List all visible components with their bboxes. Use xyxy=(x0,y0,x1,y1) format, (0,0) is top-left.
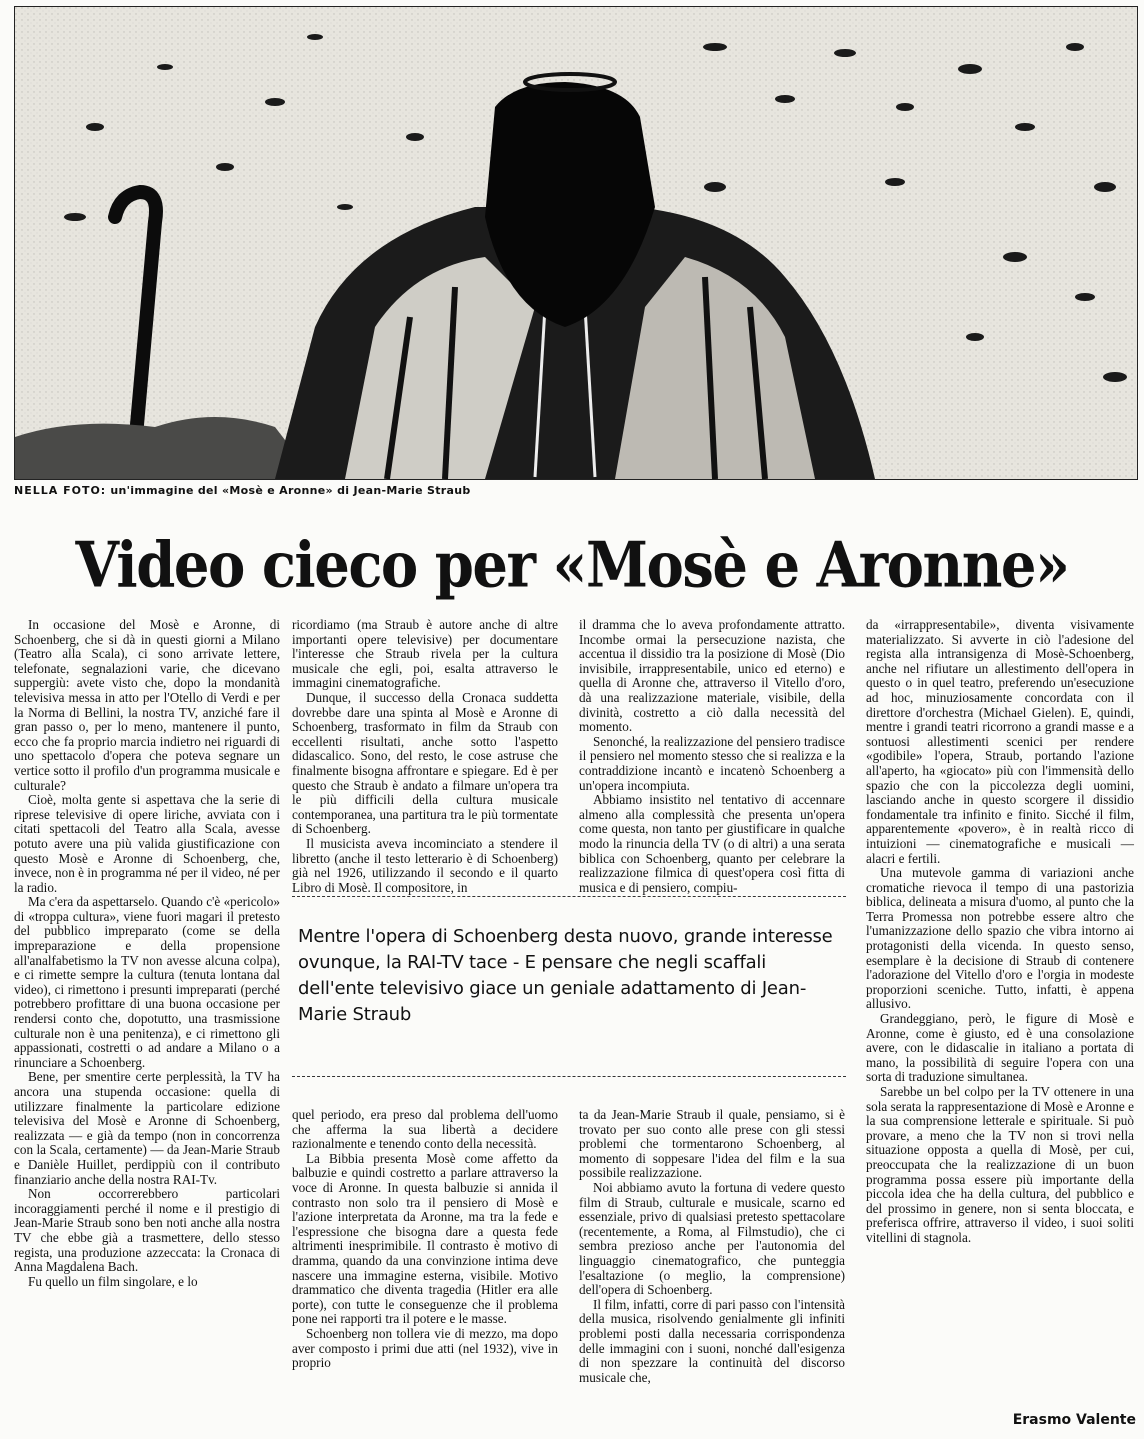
paragraph: quel periodo, era preso dal problema dell'uomo che afferma la sua libertà a decidere razionalmente e tenendo conto della necessità. xyxy=(292,1107,558,1152)
paragraph: ricordiamo (ma Straub è autore anche di altre importanti opere televisive) per documentare l'interesse che Straub rivela per la cultura musicale che egli, poi, esalta attraverso le immagini cinematografiche. xyxy=(292,617,558,691)
article-column-3-bottom xyxy=(579,1108,845,1434)
photo-caption xyxy=(14,484,1114,497)
paragraph: Cioè, molta gente si aspettava che la serie di riprese televisive di opere liriche, avviata con i citati spettacoli del Teatro alla Scala, avesse potuto avere una più valida giustificazione con questo Mosè e Aronne di Schoenberg, che, invece, non è in programma né per il video, né per la radio. xyxy=(14,792,280,895)
paragraph: da «irrappresentabile», diventa visivamente materializzato. Si avverte in ciò l'adesione del regista alla intransigenza di Mosè-Schoenberg, anche nel rifiutare un allestimento dell'opera in questo o in quel teatro, preferendo un'esecuzione ad hoc, minuziosamente concordata con il direttore d'orchestra (Michael Gielen). E, quindi, mentre i grandi teatri ricorrono a grandi masse e a sontuosi allestimenti scenici per rendere «godibile» l'opera, Straub, portando l'azione all'aperto, ha «giocato» più con l'immensità dello spazio che con la piccolezza degli uomini, lasciando anche in questo scorgere il dissidio fondamentale tra infinito e finito. Sicché il film, apparentemente «povero», è in realtà ricco di intuizioni — cinematografiche e musicali — alacri e fertili. xyxy=(866,617,1134,866)
paragraph: La Bibbia presenta Mosè come affetto da balbuzie e quindi costretto a parlare attraverso la voce di Aronne. In questa balbuzie si annida il contrasto non solo tra il pensiero di Mosè e l'azione interpretata da Aronne, ma tra la fede e l'espressione che bisogna dare a questa fede altrimenti inesprimibile. Il contrasto è motivo di dramma, quando da una convinzione intima deve nascere una immagine esterna, visibile. Motivo drammatico che diventa tragedia (Hitler era alle porte), con tutte le conseguenze che il problema pone nei rapporti tra il potere e le masse. xyxy=(292,1150,558,1327)
divider xyxy=(292,896,846,897)
paragraph: Dunque, il successo della Cronaca suddetta dovrebbe dare una spinta al Mosè e Aronne di Schoenberg, trasformato in film da Straub con eccellenti risultati, anche sotto l'aspetto didascalico. Sono, del resto, le cose astruse che finalmente bisogna affrontare e spiegare. Ed è per questo che Straub è andato a filmare un'opera tra le più difficili della cultura musicale contemporanea, una partitura tra le più tormentate di Schoenberg. xyxy=(292,689,558,837)
article-column-1 xyxy=(14,618,280,1434)
paragraph: Abbiamo insistito nel tentativo di accennare almeno alla complessità che presenta un'opera come questa, non tanto per giustificare in qualche modo la rinuncia della TV (o di altri) a una serata biblica con Schoenberg, quanto per celebrare la realizzazione filmica di quest'opera così fitta di musica e di pensiero, compiu- xyxy=(579,792,845,895)
paragraph: Sarebbe un bel colpo per la TV ottenere in una sola serata la rappresentazione di Mosè e Aronne e la sua comprensione letterale e spirituale. Si può provare, a meno che la TV non si trovi nella situazione opposta a quella di Mosè, per cui, preoccupata che la realizzazione di un buon programma possa essere più importante della piccola idea che ha della cultura, del pubblico e del prossimo in genere, non si senta bloccata, e preferisca offrire, attraverso il video, i suoi soliti vitellini di stagnola. xyxy=(866,1084,1134,1245)
article-headline: Video cieco per «Mosè e Aronne» xyxy=(75,528,1069,603)
deck-text: Mentre l'opera di Schoenberg desta nuovo, grande interesse ovunque, la RAI-TV tace - E pensare che negli scaffali dell'ente televisivo giace un geniale adattamento di Jean-Marie Straub xyxy=(298,926,833,1025)
paragraph: In occasione del Mosè e Aronne, di Schoenberg, che si dà in questi giorni a Milano (Teatro alla Scala), ci sono arrivate lettere, telefonate, segnalazioni varie, che dicevano suppergiù: avete visto che, dopo la mondanità televisiva messa in atto per l'Otello di Verdi e per la Norma di Bellini, la nostra TV, anziché fare il gran passo o, per lo meno, mantenere il punto, ecco che fa proprio marcia indietro nei riguardi di uno spettacolo d'opera che poteva segnare un vertice sotto il profilo d'un programma musicale e culturale? xyxy=(14,617,280,793)
paragraph: Ma c'era da aspettarselo. Quando c'è «pericolo» di «troppa cultura», viene fuori magari il pretesto del pubblico impreparato (come se della impreparazione e della propensione all'analfabetismo la TV non avesse alcuna colpa), e ci rimette sempre la cultura (tenuta lontana dal video), ci rimettono i presunti impreparati (perché potrebbero profittare di una buona occasione per rendersi conto che, dopotutto, una trasmissione culturale non è una penitenza), e ci rimettono gli appassionati, costretti o ad andare a Milano o a rinunciare a Schoenberg. xyxy=(14,894,280,1070)
author-byline: Erasmo Valente xyxy=(1012,1412,1136,1428)
paragraph: il dramma che lo aveva profondamente attratto. Incombe ormai la persecuzione nazista, che accentua il dissidio tra la posizione di Mosè (Dio invisibile, irrappresentabile, unico ed eterno) e quella di Aronne che, attraverso il Vitello d'oro, dà una realizzazione materiale, visibile, della divinità, costretto a ciò dalla necessità del momento. xyxy=(579,617,845,735)
paragraph: Il film, infatti, corre di pari passo con l'intensità della musica, risolvendo genialmente gli infiniti problemi posti dalla necessaria corrispondenza delle immagini con i suoni, nonché dall'esigenza di non spezzare la continuità del discorso musicale che, xyxy=(579,1296,845,1385)
caption-prefix: NELLA FOTO: xyxy=(14,484,107,497)
paragraph: Il musicista aveva incominciato a stendere il libretto (anche il testo letterario è di Schoenberg) già nel 1926, utilizzando il secondo e il quarto Libro di Mosè. Il compositore, in xyxy=(292,835,558,895)
paragraph: Bene, per smentire certe perplessità, la TV ha ancora una stupenda occasione: quella di utilizzare finalmente la particolare edizione televisiva del Mosè e Aronne di Schoenberg, realizzata — e già da tempo (non in concorrenza con la Scala, certamente) — da Jean-Marie Straub e Danièle Huillet, perdippiù con il contributo finanziario anche della nostra RAI-Tv. xyxy=(14,1069,280,1187)
paragraph: Senonché, la realizzazione del pensiero tradisce il pensiero nel momento stesso che si realizza e la contraddizione incantò e incatenò Schoenberg a un'opera incompiuta. xyxy=(579,733,845,793)
article-column-3-top xyxy=(579,617,845,895)
article-deck xyxy=(292,886,846,1098)
article-photo xyxy=(14,6,1138,480)
divider xyxy=(292,1076,846,1077)
article-column-4 xyxy=(866,618,1134,1406)
article-column-2-top xyxy=(292,617,558,895)
paragraph: Schoenberg non tollera vie di mezzo, ma dopo aver composto i primi due atti (nel 1932), vive in proprio xyxy=(292,1325,558,1371)
paragraph: ta da Jean-Marie Straub il quale, pensiamo, si è trovato per suo conto alle prese con gli stessi problemi che tormentarono Schoenberg, al momento di soppesare l'idea del film e la sua possibile realizzazione. xyxy=(579,1107,845,1181)
article-column-2-bottom xyxy=(292,1108,558,1434)
paragraph: Noi abbiamo avuto la fortuna di vedere questo film di Straub, culturale e musicale, scarno ed essenziale, privo di qualsiasi pretesto spettacolare (recentemente, a Roma, al Filmstudio), che ci sembra prezioso anche per l'autonomia del linguaggio cinematografico, che punteggia l'esaltazione (o meglio, la comprensione) dell'opera di Schoenberg. xyxy=(579,1179,845,1298)
paragraph: Non occorrerebbero particolari incoraggiamenti perché il nome e il prestigio di Jean-Marie Straub sono ben noti anche alla nostra TV che ebbe già a trasmettere, dello stesso regista, una produzione azzeccata: la Cronaca di Anna Magdalena Bach. xyxy=(14,1186,280,1275)
moses-figure-illustration xyxy=(15,7,1137,479)
paragraph: Grandeggiano, però, le figure di Mosè e Aronne, come è giusto, ed è una consolazione avere, con le didascalie in italiano a portata di mano, la possibilità di seguire l'opera con una sorta di traduzione simultanea. xyxy=(866,1011,1134,1085)
caption-text: un'immagine del «Mosè e Aronne» di Jean-Marie Straub xyxy=(110,484,471,497)
paragraph: Fu quello un film singolare, e lo xyxy=(28,1273,198,1289)
paragraph: Una mutevole gamma di variazioni anche cromatiche rievoca il tempo di una pastorizia biblica, delineata a misura d'uomo, al punto che la Terra Promessa non potrebbe essere altro che l'umanizzazione dello spazio che vibra intorno ai protagonisti della vicenda. In questo senso, esemplare è la decisione di Straub di contenere l'adorazione del Vitello d'oro e l'orgia in modeste proporzioni sceniche. Tutto, infatti, è appena allusivo. xyxy=(866,865,1134,1012)
